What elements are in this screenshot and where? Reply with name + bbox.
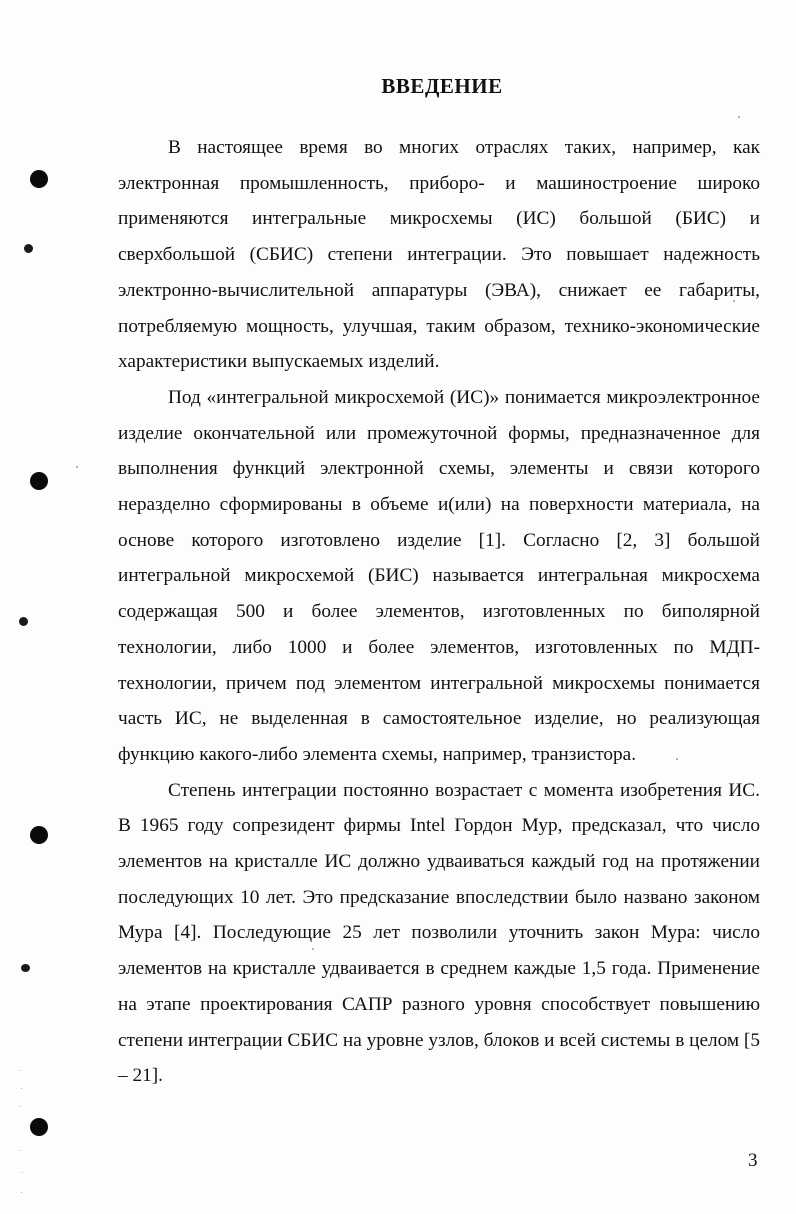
scan-edge-dot [21,1192,22,1193]
section-heading: ВВЕДЕНИЕ [381,74,503,98]
punch-hole [30,1118,48,1136]
scan-edge-dot [22,1172,23,1173]
paragraph: Под «интегральной микросхемой (ИС)» понимается микроэлектронное изделие окончательной или промежуточной формы, предназначенное для выполнения функций электронной схемы, элементы и связи которого неразделно сформированы в объеме и(или) на поверхности материала, на основе которого изготовлено изделие [1]. Согласно [2, 3] большой интегральной микросхемой (БИС) называется интегральная микросхема содержащая 500 и более элементов, изготовленных по биполярной технологии, либо 1000 и более элементов, изготовленных по МДП-технологии, причем под элементом интегральной микросхемы понимается часть ИС, не выделенная в самостоятельное изделие, но реализующая функцию какого-либо элемента схемы, например, транзистора. [118,386,760,765]
paragraph: Степень интеграции постоянно возрастает с момента изобретения ИС. В 1965 году сопрезидент фирмы Intel Гордон Мур, предсказал, что число элементов на кристалле ИС должно удваиваться каждый год на протяжении последующих 10 лет. Это предсказание впоследствии было названо законом Мура [4]. Последующие 25 лет позволили уточнить закон Мура: число элементов на кристалле удваивается в среднем каждые 1,5 года. Применение на этапе проектирования САПР разного уровня способствует повышению степени интеграции СБИС на уровне узлов, блоков и всей системы в целом [5 – 21]. [118,779,760,1087]
punch-hole [30,472,48,490]
scan-speck [738,116,740,118]
punch-hole [30,826,48,844]
scan-speck [76,466,78,468]
body-text [118,130,760,1094]
scan-edge-dot [20,1150,21,1151]
punch-hole-small [19,617,28,626]
scan-edge-dot [21,1088,22,1089]
punch-hole-small [24,244,33,253]
paragraph: В настоящее время во многих отраслях таких, например, как электронная промышленность, приборо- и машиностроение широко применяются интегральные микросхемы (ИС) большой (БИС) и сверхбольшой (СБИС) степени интеграции. Это повышает надежность электронно-вычислительной аппаратуры (ЭВА), снижает ее габариты, потребляемую мощность, улучшая, таким образом, технико-экономические характеристики выпускаемых изделий. [118,137,760,373]
page-number: 3 [748,1150,758,1171]
punch-hole [30,170,48,188]
punch-hole-small [21,964,30,972]
scan-edge-dot [20,1070,21,1071]
scan-edge-dot [19,1106,20,1107]
